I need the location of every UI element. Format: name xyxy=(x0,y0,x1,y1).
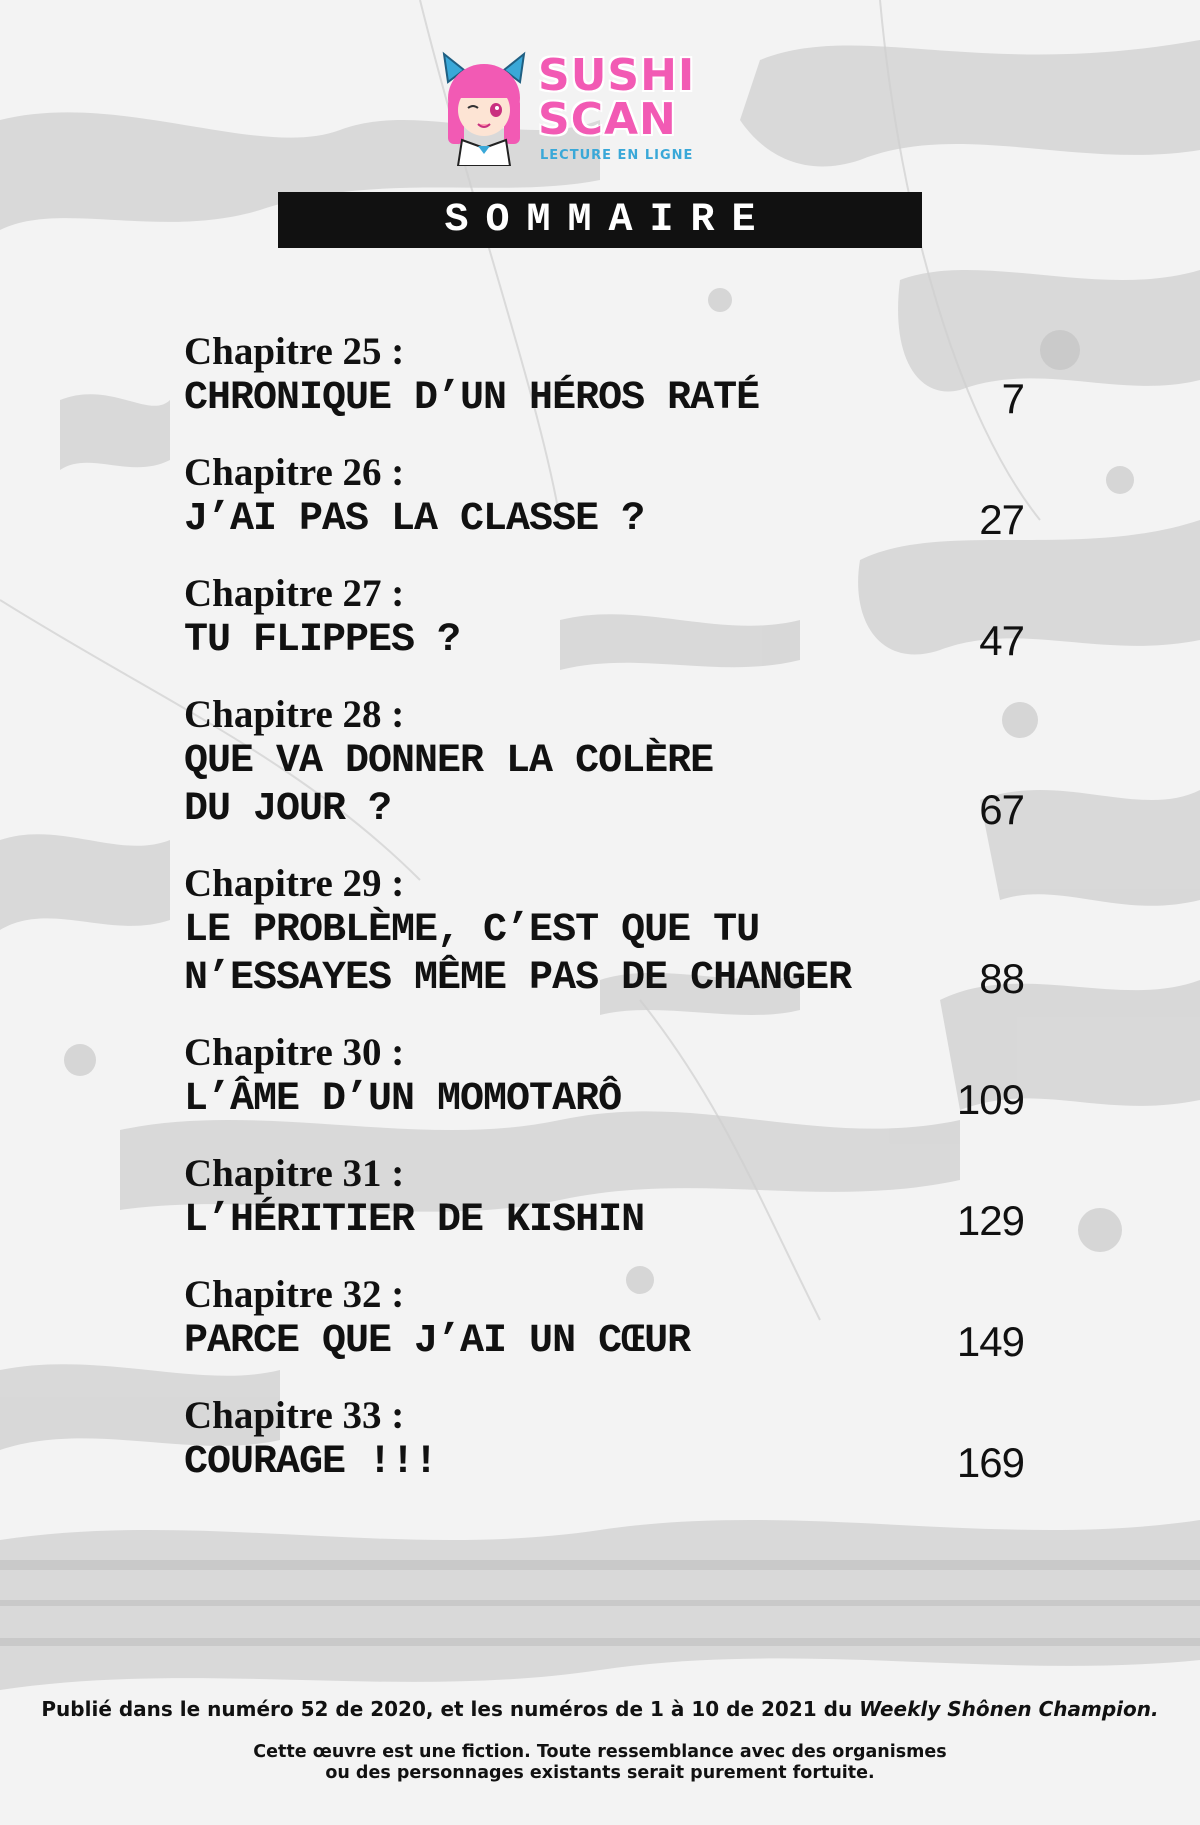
publication-prefix: Publié dans le numéro 52 de 2020, et les numéros de 1 à 10 de 2021 du xyxy=(41,1697,860,1721)
chapter-label: Chapitre 31 : xyxy=(184,1152,405,1195)
chapter-label: Chapitre 26 : xyxy=(184,451,405,494)
chapter-label: Chapitre 27 : xyxy=(184,572,405,615)
chapter-title-line: QUE VA DONNER LA COLÈRE xyxy=(184,739,714,784)
chapter-title-line: L’ÂME D’UN MOMOTARÔ xyxy=(184,1077,622,1122)
chapter-page-number: 88 xyxy=(979,955,1024,1002)
chapter-page-number: 169 xyxy=(956,1439,1024,1486)
toc-entry-chapter-28 xyxy=(184,691,1024,834)
chapter-page-number: 129 xyxy=(956,1197,1024,1244)
chapter-title-line: J’AI PAS LA CLASSE ? xyxy=(184,497,645,542)
chapter-title-line: LE PROBLÈME, C’EST QUE TU xyxy=(184,908,760,953)
table-of-contents xyxy=(184,328,1024,1513)
toc-entry-chapter-27 xyxy=(184,570,1024,665)
chapter-page-number: 109 xyxy=(956,1076,1024,1123)
chapter-page-number: 7 xyxy=(1001,375,1024,422)
chapter-page-number: 149 xyxy=(956,1318,1024,1365)
toc-entry-chapter-33 xyxy=(184,1392,1024,1487)
toc-entry-chapter-30 xyxy=(184,1029,1024,1124)
chapter-page-number: 47 xyxy=(979,617,1024,664)
logo-wordmark-line1: SUSHI xyxy=(538,50,696,101)
chapter-page-number: 27 xyxy=(979,496,1024,543)
disclaimer-line: ou des personnages existants serait purement fortuite. xyxy=(325,1763,875,1783)
chapter-label: Chapitre 32 : xyxy=(184,1273,405,1316)
chapter-title-line: TU FLIPPES ? xyxy=(184,618,461,663)
chapter-label: Chapitre 29 : xyxy=(184,862,405,905)
toc-entry-chapter-26 xyxy=(184,449,1024,544)
disclaimer xyxy=(0,1742,1200,1784)
chapter-title-line: COURAGE !!! xyxy=(184,1440,438,1485)
cat-eared-girl-mascot-icon xyxy=(438,48,530,166)
page-title: SOMMAIRE xyxy=(444,197,773,243)
chapter-label: Chapitre 25 : xyxy=(184,330,405,373)
publication-magazine: Weekly Shônen Champion. xyxy=(859,1697,1159,1721)
sushi-scan-logo xyxy=(438,48,728,168)
chapter-title-line: L’HÉRITIER DE KISHIN xyxy=(184,1198,645,1243)
toc-entry-chapter-31 xyxy=(184,1150,1024,1245)
toc-entry-chapter-32 xyxy=(184,1271,1024,1366)
chapter-label: Chapitre 33 : xyxy=(184,1394,405,1437)
publication-note xyxy=(0,1697,1200,1721)
chapter-title-line: CHRONIQUE D’UN HÉROS RATÉ xyxy=(184,376,760,421)
toc-entry-chapter-29 xyxy=(184,860,1024,1003)
chapter-title-line: PARCE QUE J’AI UN CŒUR xyxy=(184,1319,691,1364)
chapter-page-number: 67 xyxy=(979,786,1024,833)
sommaire-banner xyxy=(278,192,922,248)
chapter-label: Chapitre 28 : xyxy=(184,693,405,736)
chapter-title-line: N’ESSAYES MÊME PAS DE CHANGER xyxy=(184,956,852,1001)
toc-entry-chapter-25 xyxy=(184,328,1024,423)
chapter-title-line: DU JOUR ? xyxy=(184,787,392,832)
disclaimer-line: Cette œuvre est une fiction. Toute ressemblance avec des organismes xyxy=(253,1742,947,1762)
logo-subtitle: LECTURE EN LIGNE xyxy=(540,148,694,163)
logo-wordmark-line2: SCAN xyxy=(538,94,677,145)
chapter-label: Chapitre 30 : xyxy=(184,1031,405,1074)
